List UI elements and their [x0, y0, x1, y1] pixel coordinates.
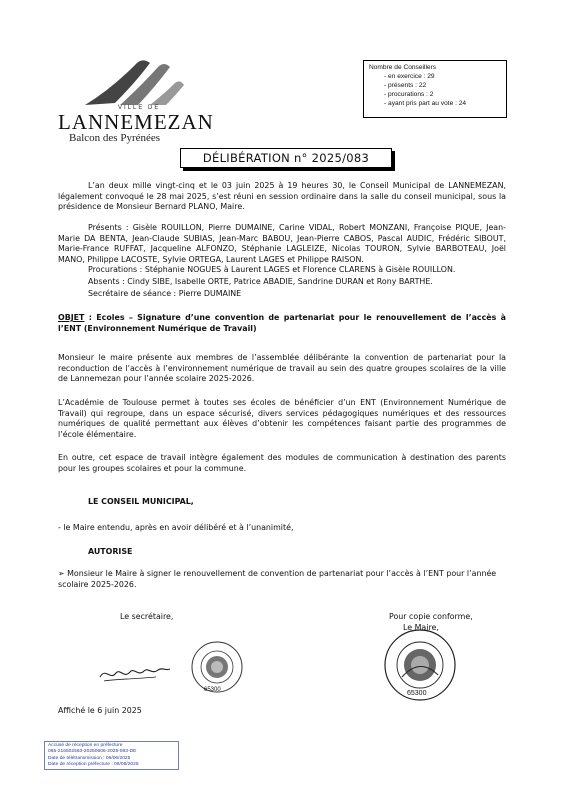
decision-item: ➢ Monsieur le Maire à signer le renouvellement de convention de partenariat pour l’accès à l’ENT pour l’année scolaire 2025-2026. [58, 569, 497, 589]
conseil-heading: LE CONSEIL MUNICIPAL, [88, 497, 194, 506]
count-presents: - présents : 22 [384, 82, 427, 89]
maire-label: Le Maire, [403, 623, 439, 632]
stamp-line-1: Accusé de réception en préfecture [48, 743, 123, 748]
procurations-line: Procurations : Stéphanie NOGUES à Laurent LAGES et Florence CLARENS à Gisèle ROUILLON. [88, 265, 456, 274]
stamp-line-2: 065-216502563-20250606-2025-083-DE [48, 749, 137, 755]
objet-paragraph [58, 313, 506, 334]
logo-ville-label: VILLE DE [118, 105, 161, 111]
affiche-date: Affiché le 6 juin 2025 [58, 706, 142, 715]
stamp-line-4: Date de réception préfecture : 06/06/2025 [48, 762, 139, 768]
count-en-exercice: - en exercice : 29 [384, 73, 435, 80]
count-votants: - ayant pris part au vote : 24 [384, 100, 467, 107]
logo-tagline: Balcon des Pyrénées [69, 132, 161, 144]
city-seal-small [190, 640, 244, 694]
objet-label: OBJET [58, 313, 85, 322]
body-paragraph-1: Monsieur le maire présente aux membres de l’assemblée délibérante la convention de partenariat pour la reconduction de l’accès à l’environnement numérique de travail au sein des quatre groupes scolaires de la ville de Lannemezan pour l’année scolaire 2025-2026. [58, 353, 506, 383]
body-paragraph-3: En outre, cet espace de travail intègre également des modules de communication à destination des parents pour les groupes scolaires et pour la commune. [58, 453, 506, 473]
secretary-label: Le secrétaire, [120, 612, 174, 621]
absents-line: Absents : Cindy SIBE, Isabelle ORTE, Patrice ABADIE, Sandrine DURAN et Rony BARTHE. [88, 277, 433, 286]
presents-paragraph: Présents : Gisèle ROUILLON, Pierre DUMAINE, Carine VIDAL, Robert MONZANI, Françoise PIQUE, Jean-Marie DA BENTA, Jean-Claude SUBIAS, Jean-Marc BABOU, Jean-Pierre CABOS, Pascal AUDIC, Frédéric SIBOUT, Marie-France RUFFAT, Jacqueline ALFONZO, Stéphanie LAGLEIZE, Nicolas TOURON, Sylvie BARBOTEAU, Joël MANO, Philippe LACOSTE, Sylvie ORTEGA, Laurent LAGES et Philippe RAISON. [58, 223, 506, 264]
mountain-logo-icon [80, 55, 190, 110]
councillors-count-box [363, 60, 507, 118]
prefecture-receipt-stamp [44, 741, 179, 770]
objet-text: : Ecoles – Signature d’une convention de partenariat pour le renouvellement de l’accès à l’ENT (Environnement Numérique de Travail) [58, 313, 506, 333]
intro-paragraph: L’an deux mille vingt-cinq et le 03 juin 2025 à 19 heures 30, le Conseil Municipal de LANNEMEZAN, légalement convoqué le 28 mai 2025, s’est réuni en session ordinaire dans la salle du conseil municipal, sous la présidence de Monsieur Bernard PLANO, Maire. [58, 181, 506, 211]
count-procurations: - procurations : 2 [384, 91, 434, 98]
secretary-signature [96, 657, 174, 687]
copie-conforme-label: Pour copie conforme, [389, 612, 473, 621]
seal-small-code: 65300 [204, 687, 221, 693]
seal-large-code: 65300 [407, 690, 427, 697]
body-paragraph-2: L’Académie de Toulouse permet à toutes ses écoles de bénéficier d’un ENT (Environnement Numérique de Travail) qui regroupe, dans un espace sécurisé, divers services pédagogiques numériques et des ressources numériques de qualité permettant aux élèves d’obtenir les compétences faisant partie des programmes de l’école élémentaire. [58, 398, 506, 439]
stamp-line-3: Date de télétransmission : 06/06/2025 [48, 755, 131, 761]
autorise-heading: AUTORISE [88, 547, 133, 556]
logo-city-name: LANNEMEZAN [58, 110, 214, 134]
counts-title: Nombre de Conseillers [369, 64, 437, 71]
deliberation-title: DÉLIBÉRATION n° 2025/083 [180, 148, 392, 168]
maire-entendu-line: - le Maire entendu, après en avoir délibéré et à l’unanimité, [58, 523, 294, 532]
secretaire-line: Secrétaire de séance : Pierre DUMAINE [88, 289, 242, 298]
